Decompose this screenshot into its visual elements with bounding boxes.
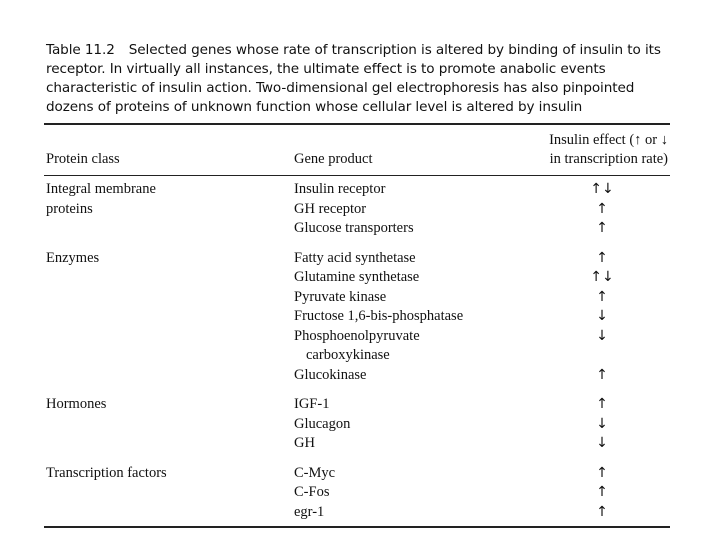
protein-class-cell: Enzymes <box>46 249 100 266</box>
table-caption <box>46 41 666 117</box>
gene-product-cell: Fructose 1,6-bis-phosphatase <box>294 308 464 324</box>
header-effect-line2: in transcription rate) <box>549 151 668 167</box>
protein-class-cell: Hormones <box>46 396 107 412</box>
gene-product-cell: GH <box>294 435 315 451</box>
insulin-effect-arrow: ↓ <box>596 328 608 345</box>
insulin-effect-arrow: ↑ <box>596 484 608 500</box>
top-rule <box>44 123 670 125</box>
protein-class-cell: Transcription factors <box>46 464 167 481</box>
gene-product-continuation: carboxykinase <box>306 347 390 363</box>
gene-product-cell: IGF-1 <box>294 396 330 412</box>
gene-product-cell: Glucokinase <box>294 366 367 383</box>
gene-product-cell: egr-1 <box>294 503 325 520</box>
insulin-effect-arrow: ↑ <box>596 464 608 481</box>
gene-product-cell: Insulin receptor <box>294 181 386 197</box>
protein-class-cell: Integral membrane <box>46 181 156 197</box>
protein-class-cell: proteins <box>46 200 93 217</box>
header-rule <box>44 175 670 176</box>
table-label: Table 11.2 <box>46 42 115 58</box>
insulin-effect-arrow: ↑ <box>596 249 608 266</box>
header-insulin-effect <box>549 131 668 169</box>
gene-product-cell: Glutamine synthetase <box>294 269 420 285</box>
caption-text: Selected genes whose rate of transcription is altered by binding of insulin to its receptor. In virtually all instances, the ultimate effect is to promote anabolic events characteristic of insulin action. Two-dimensional gel electrophoresis has also pinpointed dozens of proteins of unknown function whose cellular level is altered by insulin <box>46 42 661 115</box>
insulin-effect-arrow: ↑ <box>596 396 608 412</box>
insulin-effect-arrow: ↑↓ <box>590 181 614 197</box>
gene-product-cell: Phosphoenolpyruvate <box>294 327 420 344</box>
insulin-effect-arrow: ↑ <box>596 288 608 305</box>
insulin-effect-arrow: ↑↓ <box>590 269 614 285</box>
gene-product-cell: Fatty acid synthetase <box>294 249 416 266</box>
bottom-rule <box>44 526 670 528</box>
insulin-effect-arrow: ↑ <box>596 366 608 383</box>
insulin-effect-arrow: ↓ <box>596 435 608 451</box>
gene-product-cell: Glucagon <box>294 415 351 432</box>
insulin-effect-arrow: ↑ <box>596 200 608 217</box>
gene-product-cell: GH receptor <box>294 200 367 217</box>
header-protein-class: Protein class <box>46 151 120 167</box>
gene-product-cell: C-Fos <box>294 484 330 500</box>
insulin-effect-arrow: ↓ <box>596 308 608 324</box>
gene-product-cell: Pyruvate kinase <box>294 288 387 305</box>
insulin-effect-arrow: ↓ <box>596 415 608 432</box>
header-gene-product: Gene product <box>294 151 373 167</box>
header-effect-line1: Insulin effect (↑ or ↓ <box>549 132 668 148</box>
insulin-effect-arrow: ↑ <box>596 503 608 520</box>
gene-product-cell: C-Myc <box>294 464 336 481</box>
insulin-effect-arrow: ↑ <box>596 220 608 236</box>
gene-product-cell: Glucose transporters <box>294 220 414 236</box>
